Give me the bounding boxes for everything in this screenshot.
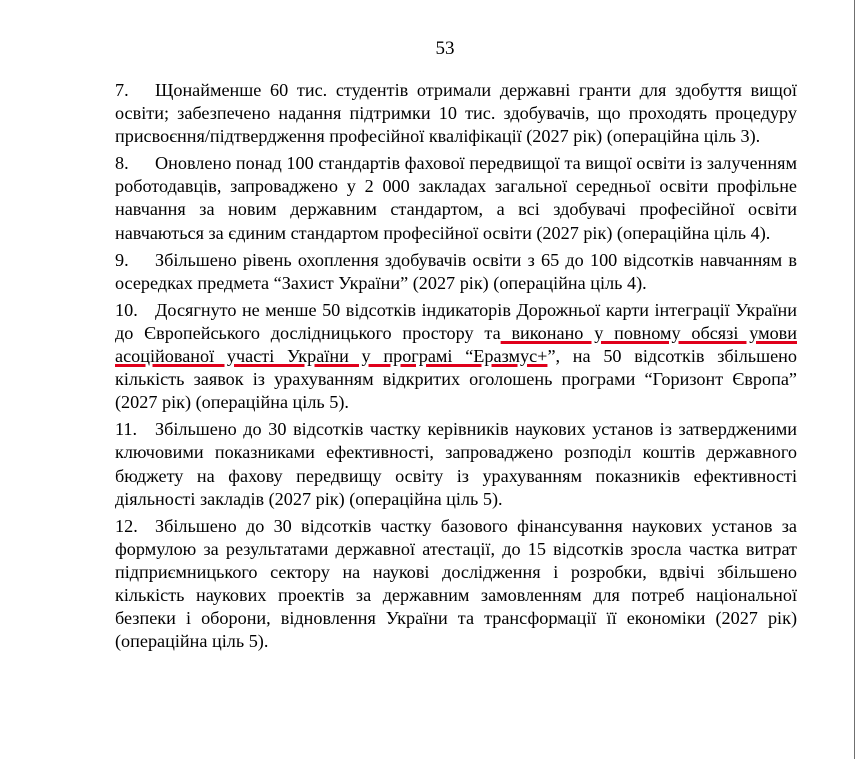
paragraph-text: Збільшено рівень охоплення здобувачів освіти з 65 до 100 відсотків навчанням в осередках предмета “Захист України” (2027 рік) (операційна ціль 4). bbox=[115, 249, 797, 293]
paragraph-text: Збільшено до 30 відсотків частку керівників наукових установ із затвердженими ключовими показниками ефективності, запроваджено розподіл коштів державного бюджету на фахову передвищу освіту із урахуванням показників ефективності діяльності закладів (2027 рік) (операційна ціль 5). bbox=[115, 419, 797, 509]
paragraph-11 bbox=[115, 418, 797, 510]
paragraph-number: 11. bbox=[115, 419, 138, 440]
paragraph-9 bbox=[115, 249, 797, 295]
paragraph-7 bbox=[115, 79, 797, 148]
paragraph-number: 12. bbox=[115, 515, 138, 536]
paragraph-number: 9. bbox=[115, 249, 129, 270]
paragraph-10 bbox=[115, 299, 797, 414]
page-number: 53 bbox=[435, 38, 455, 59]
paragraph-text: Досягнуто не менше 50 відсотків індикаторів Дорожньої карти інтеграції України до Європейського дослідницького простору та bbox=[115, 299, 797, 343]
paragraph-number: 10. bbox=[115, 299, 138, 320]
paragraph-8 bbox=[115, 152, 797, 244]
paragraph-number: 7. bbox=[115, 80, 129, 100]
paragraph-12 bbox=[115, 515, 797, 654]
paragraph-text: Збільшено до 30 відсотків частку базового фінансування наукових установ за формулою за результатами державної атестації, до 15 відсотків зросла частка витрат підприємницького сектору на наукові дослідження і розробки, вдвічі збільшено кількість наукових проектів за державним замовленням для потреб національної безпеки і оборони, відновлення України та трансформації її економіки (2027 рік) (операційна ціль 5). bbox=[115, 515, 797, 652]
highlighted-text: виконано у повному обсязі умови асоційованої участі України у програмі “Еразмус+ bbox=[115, 322, 797, 367]
paragraph-number: 8. bbox=[115, 153, 129, 174]
paragraph-text: Оновлено понад 100 стандартів фахової передвищої та вищої освіти із залученням роботодавців, запроваджено у 2 000 закладах загальної середньої освіти профільне навчання за новим державним стандартом, а всі здобувачі професійної освіти навчаються за єдиним стандартом професійної освіти (2027 рік) (операційна ціль 4). bbox=[115, 153, 797, 243]
document-body bbox=[115, 79, 797, 657]
paragraph-text: Щонайменше 60 тис. студентів отримали державні гранти для здобуття вищої освіти; забезпечено надання підтримки 10 тис. здобувачів, що проходять процедуру присвоєння/підтвердження професійної кваліфікації (2027 рік) (операційна ціль 3). bbox=[115, 80, 797, 147]
paragraph-text-continued: ”, на 50 відсотків збільшено кількість заявок із урахуванням відкритих оголошень програми “Горизонт Європа” (2027 рік) (операційна ціль 5). bbox=[115, 346, 798, 413]
